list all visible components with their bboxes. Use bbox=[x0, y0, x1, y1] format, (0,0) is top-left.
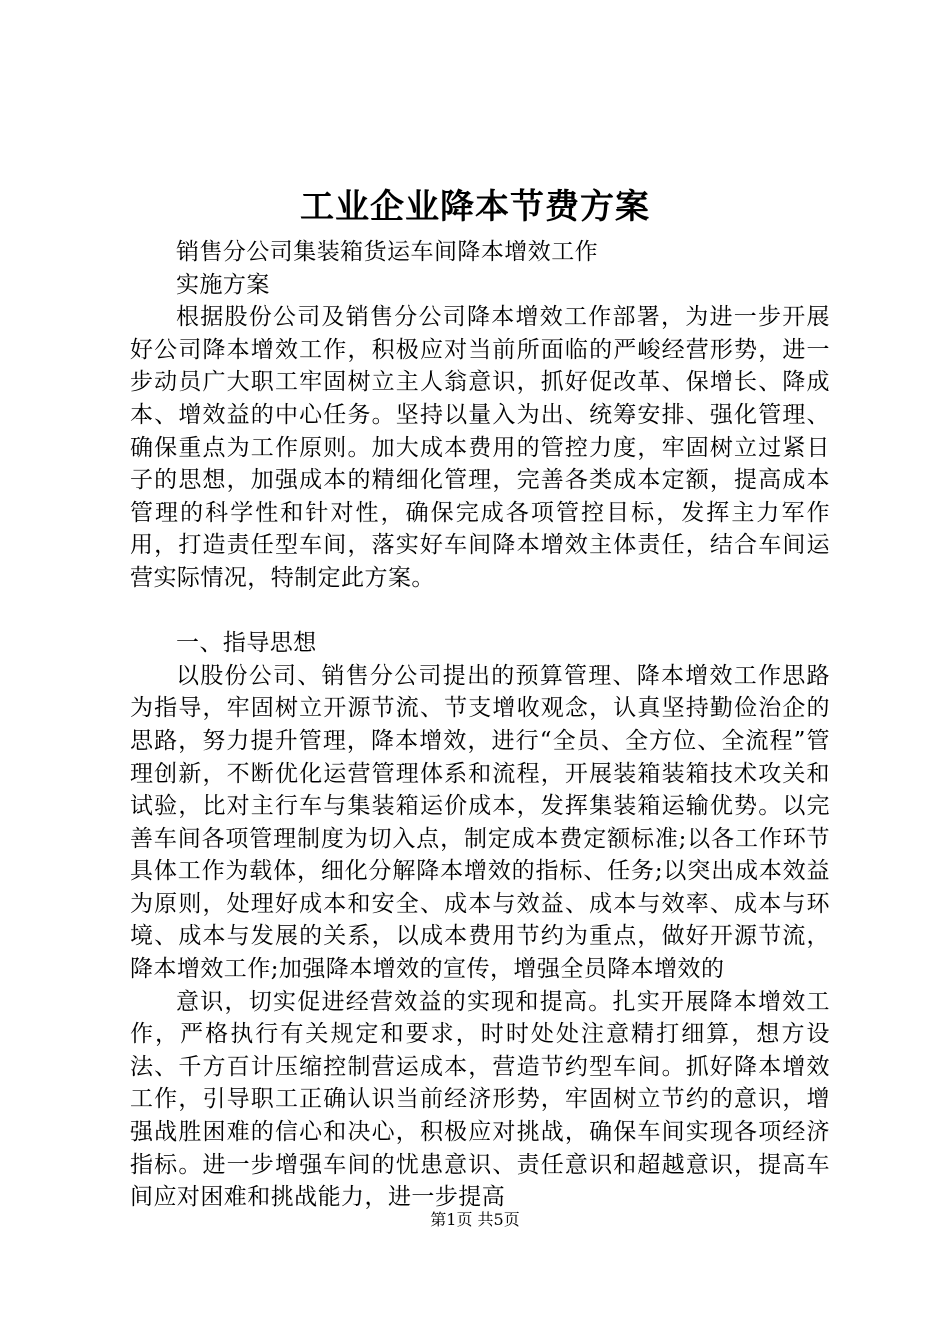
page-footer: 第1页 共5页 bbox=[430, 1210, 520, 1229]
intro-paragraph: 根据股份公司及销售分公司降本增效工作部署，为进一步开展好公司降本增效工作，积极应对当前所面临的严峻经营形势，进一步动员广大职工牢固树立主人翁意识，抓好促改革、保增长、降成本、增效益的中心任务。坚持以量入为出、统筹安排、强化管理、确保重点为工作原则。加大成本费用的管控力度，牢固树立过紧日子的思想，加强成本的精细化管理，完善各类成本定额，提高成本管理的科学性和针对性，确保完成各项管控目标，发挥主力军作用，打造责任型车间，落实好车间降本增效主体责任，结合车间运营实际情况，特制定此方案。 bbox=[130, 304, 830, 591]
paragraph-gap bbox=[130, 595, 830, 628]
document-title: 工业企业降本节费方案 bbox=[300, 187, 650, 227]
section-paragraph-1: 以股份公司、销售分公司提出的预算管理、降本增效工作思路为指导，牢固树立开源节流、节支增收观念，认真坚持勤俭治企的思路，努力提升管理，降本增效，进行“全员、全方位、全流程”管理创新，不断优化运营管理体系和流程，开展装箱装箱技术攻关和试验，比对主行车与集装箱运价成本，发挥集装箱运输优势。以完善车间各项管理制度为切入点，制定成本费定额标准;以各工作环节具体工作为载体，细化分解降本增效的指标、任务;以突出成本效益为原则，处理好成本和安全、成本与效益、成本与效率、成本与环境、成本与发展的关系，以成本费用节约为重点，做好开源节流，降本增效工作;加强降本增效的宣传，增强全员降本增效的 bbox=[130, 662, 830, 983]
section-paragraph-2: 意识，切实促进经营效益的实现和提高。扎实开展降本增效工作，严格执行有关规定和要求，时时处处注意精打细算，想方设法、千方百计压缩控制营运成本，营造节约型车间。抓好降本增效工作，引导职工正确认识当前经济形势，牢固树立节约的意识，增强战胜困难的信心和决心，积极应对挑战，确保车间实现各项经济指标。进一步增强车间的忧患意识、责任意识和超越意识，提高车间应对困难和挑战能力，进一步提高 bbox=[130, 988, 830, 1211]
subtitle-line-2: 实施方案 bbox=[176, 271, 270, 298]
subtitle-line-1: 销售分公司集装箱货运车间降本增效工作 bbox=[176, 239, 599, 265]
document-body bbox=[130, 236, 830, 1214]
section-heading-guiding-ideology: 一、指导思想 bbox=[176, 630, 317, 657]
